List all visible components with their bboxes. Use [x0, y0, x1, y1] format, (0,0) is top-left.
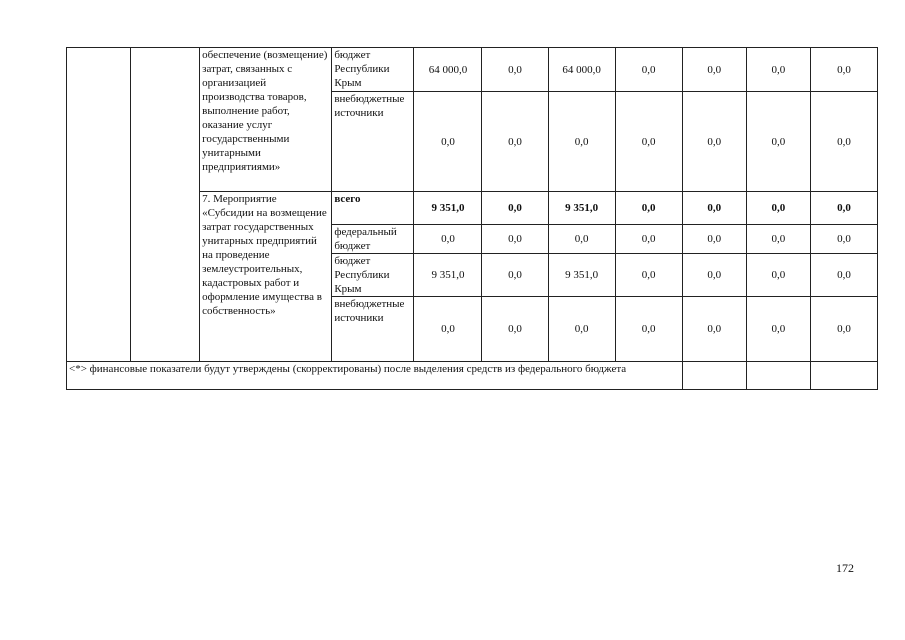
empty-cell [810, 362, 877, 390]
amount-cell: 0,0 [746, 48, 810, 92]
amount-cell: 0,0 [482, 254, 548, 297]
measure-description: обеспечение (возмещение) затрат, связанных с организацией производства товаров, выполнение работ, оказание услуг государственными унитарными предприятиями» [200, 48, 332, 192]
measure-description: 7. Мероприятие «Субсидии на возмещение затрат государственных унитарных предприятий на проведение землеустроительных, кадастровых работ и оформление имущества в собственность» [200, 192, 332, 362]
amount-cell: 0,0 [682, 297, 746, 362]
amount-cell: 0,0 [482, 297, 548, 362]
funding-source: внебюджетные источники [332, 92, 414, 192]
amount-cell: 9 351,0 [548, 254, 615, 297]
amount-cell: 0,0 [682, 92, 746, 192]
amount-cell: 0,0 [548, 92, 615, 192]
amount-cell: 0,0 [810, 92, 877, 192]
funding-source: бюджет Республики Крым [332, 254, 414, 297]
amount-cell: 0,0 [482, 225, 548, 254]
amount-cell: 0,0 [746, 254, 810, 297]
amount-cell: 0,0 [414, 297, 482, 362]
amount-cell: 64 000,0 [414, 48, 482, 92]
amount-cell: 0,0 [615, 254, 682, 297]
amount-cell: 0,0 [810, 254, 877, 297]
funding-source: всего [332, 192, 414, 225]
amount-cell: 0,0 [746, 225, 810, 254]
amount-cell: 0,0 [810, 225, 877, 254]
footnote-row [67, 362, 878, 390]
funding-source: внебюджетные источники [332, 297, 414, 362]
amount-cell: 0,0 [682, 225, 746, 254]
amount-cell: 0,0 [482, 92, 548, 192]
budget-table [66, 47, 878, 390]
amount-cell: 0,0 [810, 48, 877, 92]
amount-cell: 0,0 [615, 48, 682, 92]
amount-cell: 0,0 [682, 192, 746, 225]
amount-cell: 0,0 [414, 225, 482, 254]
amount-cell: 64 000,0 [548, 48, 615, 92]
amount-cell: 9 351,0 [548, 192, 615, 225]
funding-source: бюджет Республики Крым [332, 48, 414, 92]
amount-cell: 0,0 [810, 297, 877, 362]
amount-cell: 0,0 [682, 254, 746, 297]
amount-cell: 9 351,0 [414, 254, 482, 297]
amount-cell: 0,0 [810, 192, 877, 225]
amount-cell: 0,0 [482, 48, 548, 92]
amount-cell: 0,0 [615, 92, 682, 192]
row-label-cell [67, 48, 131, 362]
amount-cell: 0,0 [746, 92, 810, 192]
row-code-cell [131, 48, 200, 362]
amount-cell: 0,0 [482, 192, 548, 225]
funding-source: федеральный бюджет [332, 225, 414, 254]
amount-cell: 0,0 [615, 225, 682, 254]
amount-cell: 0,0 [615, 297, 682, 362]
amount-cell: 0,0 [548, 297, 615, 362]
amount-cell: 0,0 [548, 225, 615, 254]
empty-cell [682, 362, 746, 390]
amount-cell: 0,0 [746, 192, 810, 225]
page-number: 172 [836, 561, 854, 575]
amount-cell: 0,0 [746, 297, 810, 362]
empty-cell [746, 362, 810, 390]
footnote: <*> финансовые показатели будут утверждены (скорректированы) после выделения средств из федерального бюджета [67, 362, 683, 390]
amount-cell: 0,0 [682, 48, 746, 92]
table-row [67, 48, 878, 92]
amount-cell: 0,0 [414, 92, 482, 192]
amount-cell: 9 351,0 [414, 192, 482, 225]
amount-cell: 0,0 [615, 192, 682, 225]
